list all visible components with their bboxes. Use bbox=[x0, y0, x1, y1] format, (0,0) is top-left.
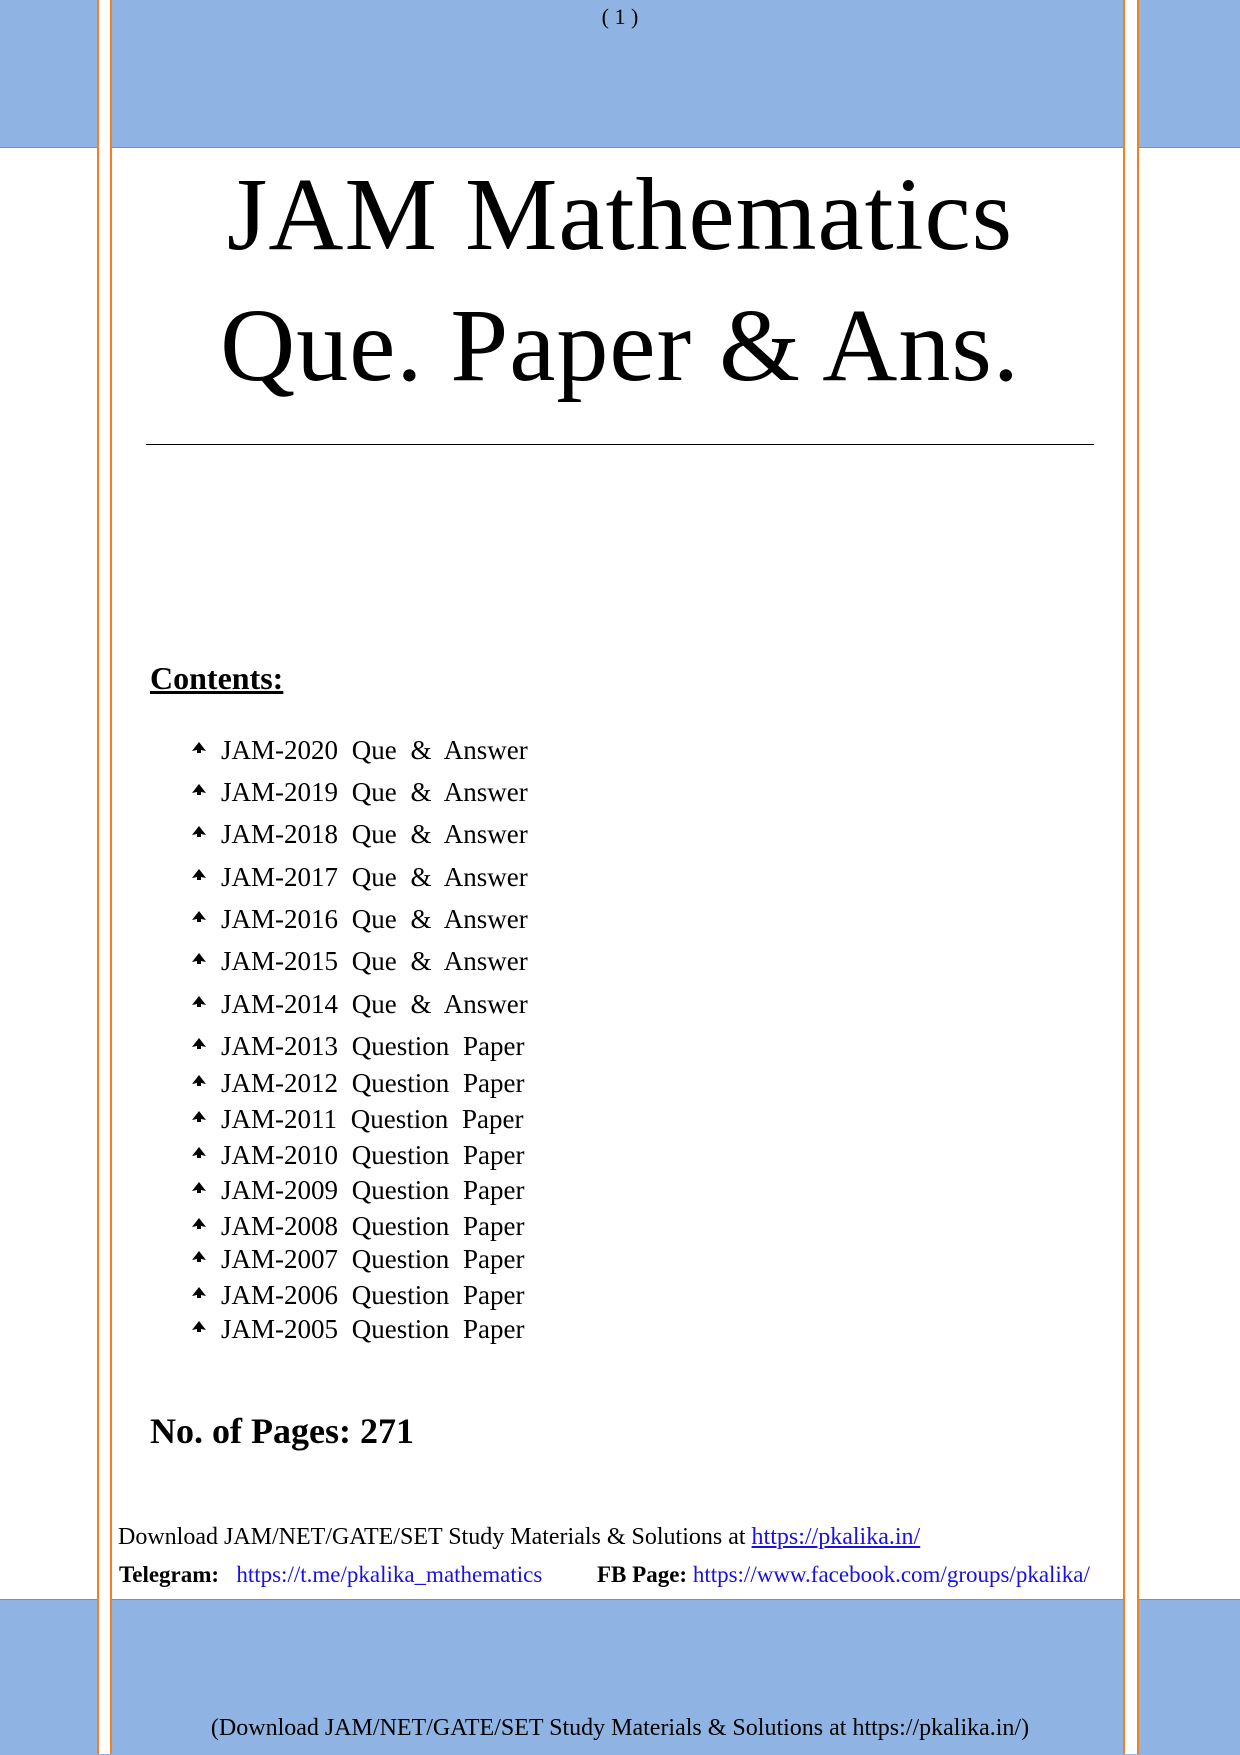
list-item bbox=[190, 1104, 523, 1134]
download-line bbox=[118, 1524, 920, 1551]
arrow-bullet-icon bbox=[190, 782, 208, 802]
list-item bbox=[190, 1140, 524, 1170]
list-item-text: JAM-2016 Que & Answer bbox=[221, 903, 528, 934]
arrow-bullet-icon bbox=[190, 1145, 208, 1165]
site-link[interactable]: https://pkalika.in/ bbox=[751, 1524, 921, 1550]
arrow-bullet-icon bbox=[190, 1109, 208, 1129]
download-text: Download JAM/NET/GATE/SET Study Materials & Solutions at bbox=[118, 1524, 746, 1550]
list-item-text: JAM-2020 Que & Answer bbox=[221, 734, 528, 765]
arrow-bullet-icon bbox=[190, 1285, 208, 1305]
arrow-bullet-icon bbox=[190, 824, 208, 844]
contents-heading: Contents: bbox=[150, 660, 284, 696]
list-item-text: JAM-2008 Question Paper bbox=[221, 1210, 525, 1241]
arrow-bullet-icon bbox=[190, 867, 208, 887]
list-item bbox=[190, 862, 528, 892]
list-item bbox=[190, 1175, 524, 1205]
arrow-bullet-icon bbox=[190, 1073, 208, 1093]
arrow-bullet-icon bbox=[190, 994, 208, 1014]
list-item bbox=[190, 1314, 524, 1344]
title-divider bbox=[146, 444, 1094, 445]
footer-text: (Download JAM/NET/GATE/SET Study Materials & Solutions at https://pkalika.in/) bbox=[210, 1715, 1030, 1741]
list-item-text: JAM-2014 Que & Answer bbox=[221, 988, 528, 1019]
document-title-line-1: JAM Mathematics bbox=[226, 157, 1014, 272]
list-item bbox=[190, 989, 528, 1019]
list-item bbox=[190, 735, 528, 765]
list-item bbox=[190, 1211, 524, 1241]
list-item-text: JAM-2011 Question Paper bbox=[221, 1103, 524, 1134]
facebook-link[interactable]: https://www.facebook.com/groups/pkalika/ bbox=[692, 1562, 1090, 1587]
list-item-text: JAM-2018 Que & Answer bbox=[221, 818, 528, 849]
arrow-bullet-icon bbox=[190, 1036, 208, 1056]
border-line-left-outer bbox=[97, 0, 99, 1754]
arrow-bullet-icon bbox=[190, 740, 208, 760]
list-item-text: JAM-2013 Question Paper bbox=[221, 1030, 525, 1061]
arrow-bullet-icon bbox=[190, 1180, 208, 1200]
arrow-bullet-icon bbox=[190, 909, 208, 929]
list-item-text: JAM-2010 Question Paper bbox=[221, 1139, 525, 1170]
list-item-text: JAM-2019 Que & Answer bbox=[221, 776, 528, 807]
page-number: ( 1 ) bbox=[601, 4, 639, 29]
telegram-label: Telegram: bbox=[119, 1562, 220, 1587]
list-item-text: JAM-2017 Que & Answer bbox=[221, 861, 528, 892]
list-item bbox=[190, 1244, 524, 1274]
list-item bbox=[190, 1068, 524, 1098]
arrow-bullet-icon bbox=[190, 1216, 208, 1236]
telegram-link[interactable]: https://t.me/pkalika_mathematics bbox=[236, 1562, 543, 1587]
fb-label: FB Page: bbox=[597, 1562, 688, 1587]
list-item bbox=[190, 1031, 524, 1061]
border-line-right-outer bbox=[1137, 0, 1139, 1754]
list-item bbox=[190, 819, 528, 849]
list-item-text: JAM-2007 Question Paper bbox=[221, 1243, 525, 1274]
list-item-text: JAM-2015 Que & Answer bbox=[221, 945, 528, 976]
facebook-line bbox=[597, 1562, 1090, 1588]
list-item-text: JAM-2012 Question Paper bbox=[221, 1067, 525, 1098]
telegram-line bbox=[119, 1562, 542, 1588]
list-item bbox=[190, 1280, 524, 1310]
arrow-bullet-icon bbox=[190, 1319, 208, 1339]
list-item bbox=[190, 777, 528, 807]
list-item-text: JAM-2006 Question Paper bbox=[221, 1279, 525, 1310]
document-title-line-2: Que. Paper & Ans. bbox=[220, 288, 1020, 403]
page-count: No. of Pages: 271 bbox=[150, 1411, 414, 1451]
list-item-text: JAM-2005 Question Paper bbox=[221, 1313, 525, 1344]
list-item bbox=[190, 904, 528, 934]
arrow-bullet-icon bbox=[190, 951, 208, 971]
list-item-text: JAM-2009 Question Paper bbox=[221, 1174, 525, 1205]
arrow-bullet-icon bbox=[190, 1249, 208, 1269]
list-item bbox=[190, 946, 528, 976]
